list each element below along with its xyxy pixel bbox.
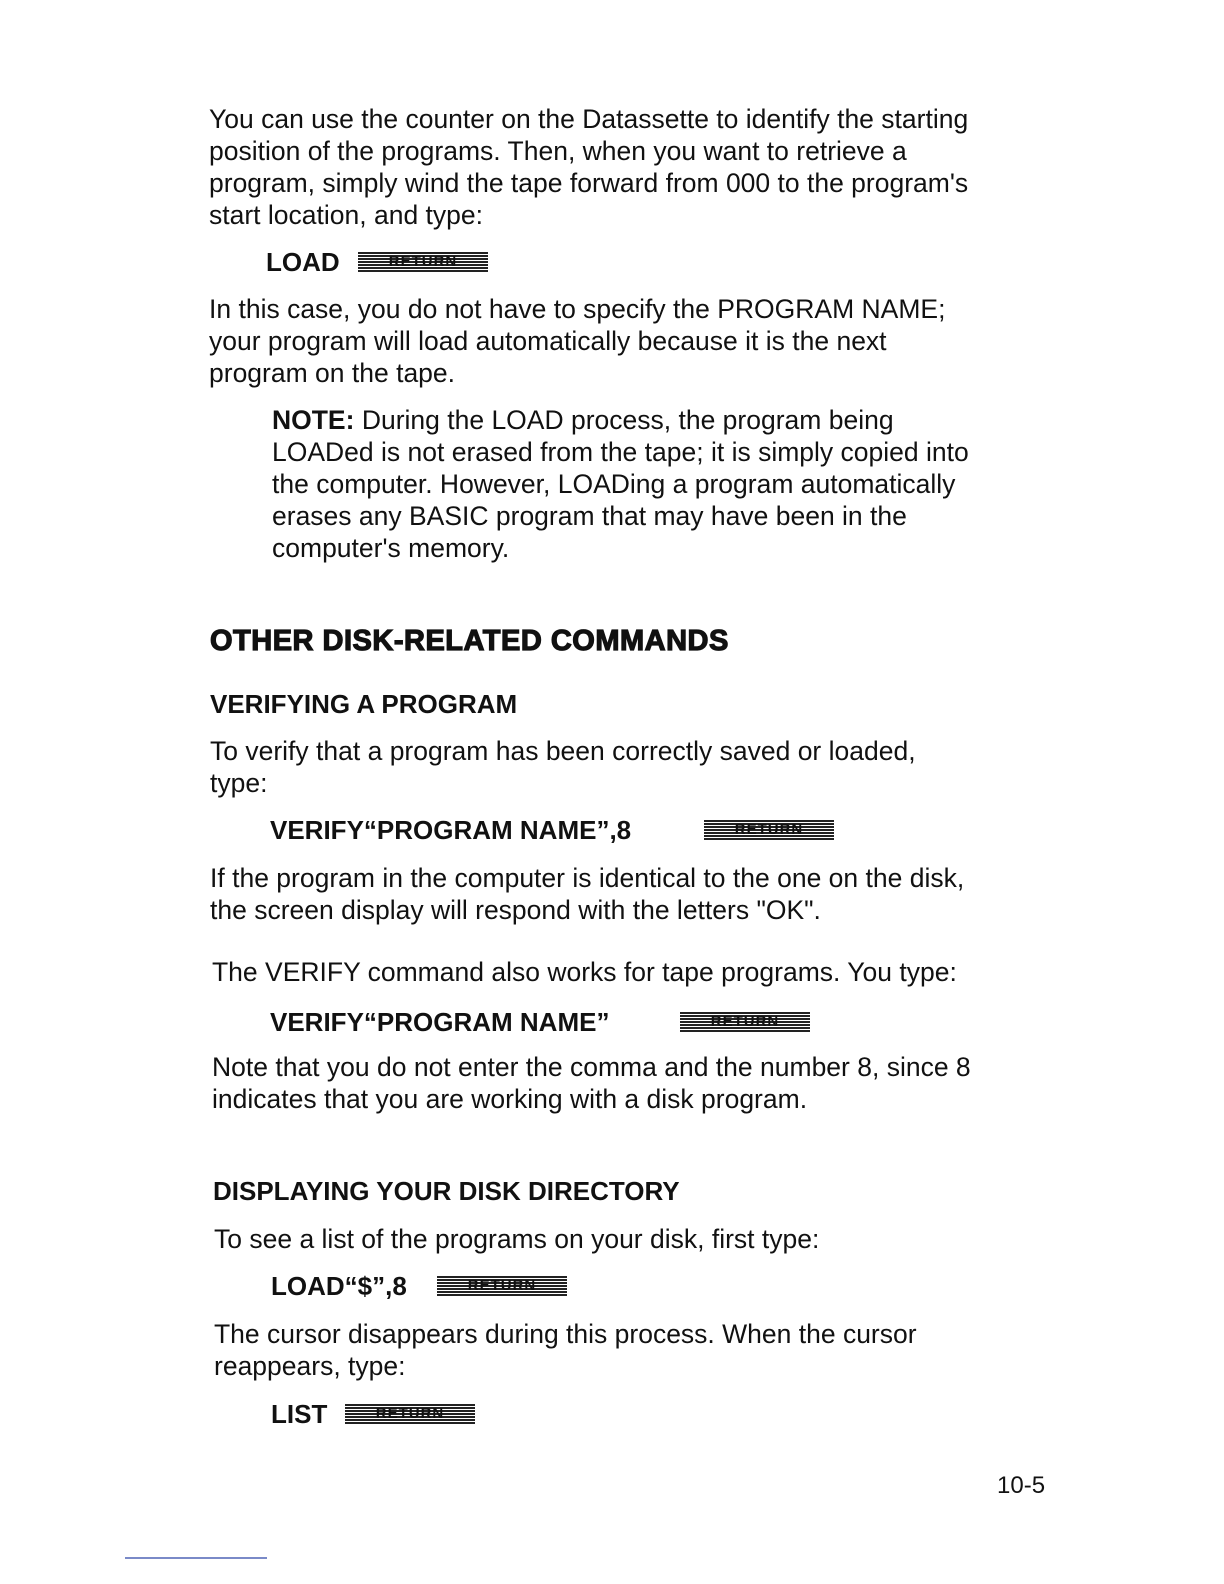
key-label: RETURN [734,821,804,838]
command-text: VERIFY“PROGRAM NAME”,8 [270,815,632,845]
text-line: your program will load automatically because it is the next [209,326,887,356]
text-line: The VERIFY command also works for tape programs. You type: [212,957,957,987]
verify-tape-command [270,1006,780,1038]
key-label: RETURN [375,1405,445,1422]
text-line: To verify that a program has been correctly saved or loaded, [210,736,916,766]
return-key-icon [437,1276,567,1296]
text-line: position of the programs. Then, when you want to retrieve a [209,136,907,166]
intro-paragraph [209,103,968,231]
text-line: program, simply wind the tape forward from 000 to the program's [209,168,969,198]
text-line: reappears, type: [214,1351,406,1381]
text-line: the screen display will respond with the letters "OK". [210,895,821,925]
return-key-icon [345,1404,475,1424]
text-line: Note that you do not enter the comma and the number 8, since 8 [212,1052,971,1082]
key-label: RETURN [710,1013,780,1030]
load-command [266,246,458,278]
text-line: To see a list of the programs on your disk, first type: [214,1224,820,1254]
footer-rule [125,1557,267,1559]
command-text: LOAD“$”,8 [271,1271,407,1301]
text-line: indicates that you are working with a disk program. [212,1084,808,1114]
verifying-heading: VERIFYING A PROGRAM [210,689,518,719]
note-label: NOTE: [272,405,355,435]
text-line: The cursor disappears during this process. When the cursor [214,1319,917,1349]
verify-result-paragraph [210,862,964,926]
verify-tape-paragraph [212,956,957,988]
command-text: LIST [271,1399,328,1429]
text-line: If the program in the computer is identical to the one on the disk, [210,863,965,893]
text-line: You can use the counter on the Datassette to identify the starting [209,104,969,134]
command-text: LOAD [266,247,340,277]
command-text: VERIFY“PROGRAM NAME” [270,1007,610,1037]
load-directory-command [271,1270,537,1302]
text-line: the computer. However, LOADing a program automatically [272,469,956,499]
text-line: program on the tape. [209,358,456,388]
key-label: RETURN [388,253,458,270]
section-heading: OTHER DISK-RELATED COMMANDS [210,625,729,657]
verify-intro-paragraph [210,735,916,799]
return-key-icon [704,820,834,840]
text-line: computer's memory. [272,533,510,563]
page-number: 10-5 [997,1472,1046,1499]
note-paragraph [272,404,969,564]
note-first-line-text: During the LOAD process, the program being [361,405,894,435]
list-command [271,1398,445,1430]
return-key-icon [680,1012,810,1032]
return-key-icon [358,252,488,272]
text-line: In this case, you do not have to specify the PROGRAM NAME; [209,294,946,324]
cursor-paragraph [214,1318,917,1382]
note-first-line [272,404,969,436]
text-line: start location, and type: [209,200,483,230]
comma-note-paragraph [212,1051,971,1115]
verify-disk-command [270,814,804,846]
text-line: type: [210,768,268,798]
text-line: LOADed is not erased from the tape; it is simply copied into [272,437,969,467]
directory-heading: DISPLAYING YOUR DISK DIRECTORY [213,1176,680,1206]
directory-intro-paragraph [214,1223,819,1255]
text-line: erases any BASIC program that may have been in the [272,501,907,531]
case-paragraph [209,293,945,389]
key-label: RETURN [467,1277,537,1294]
